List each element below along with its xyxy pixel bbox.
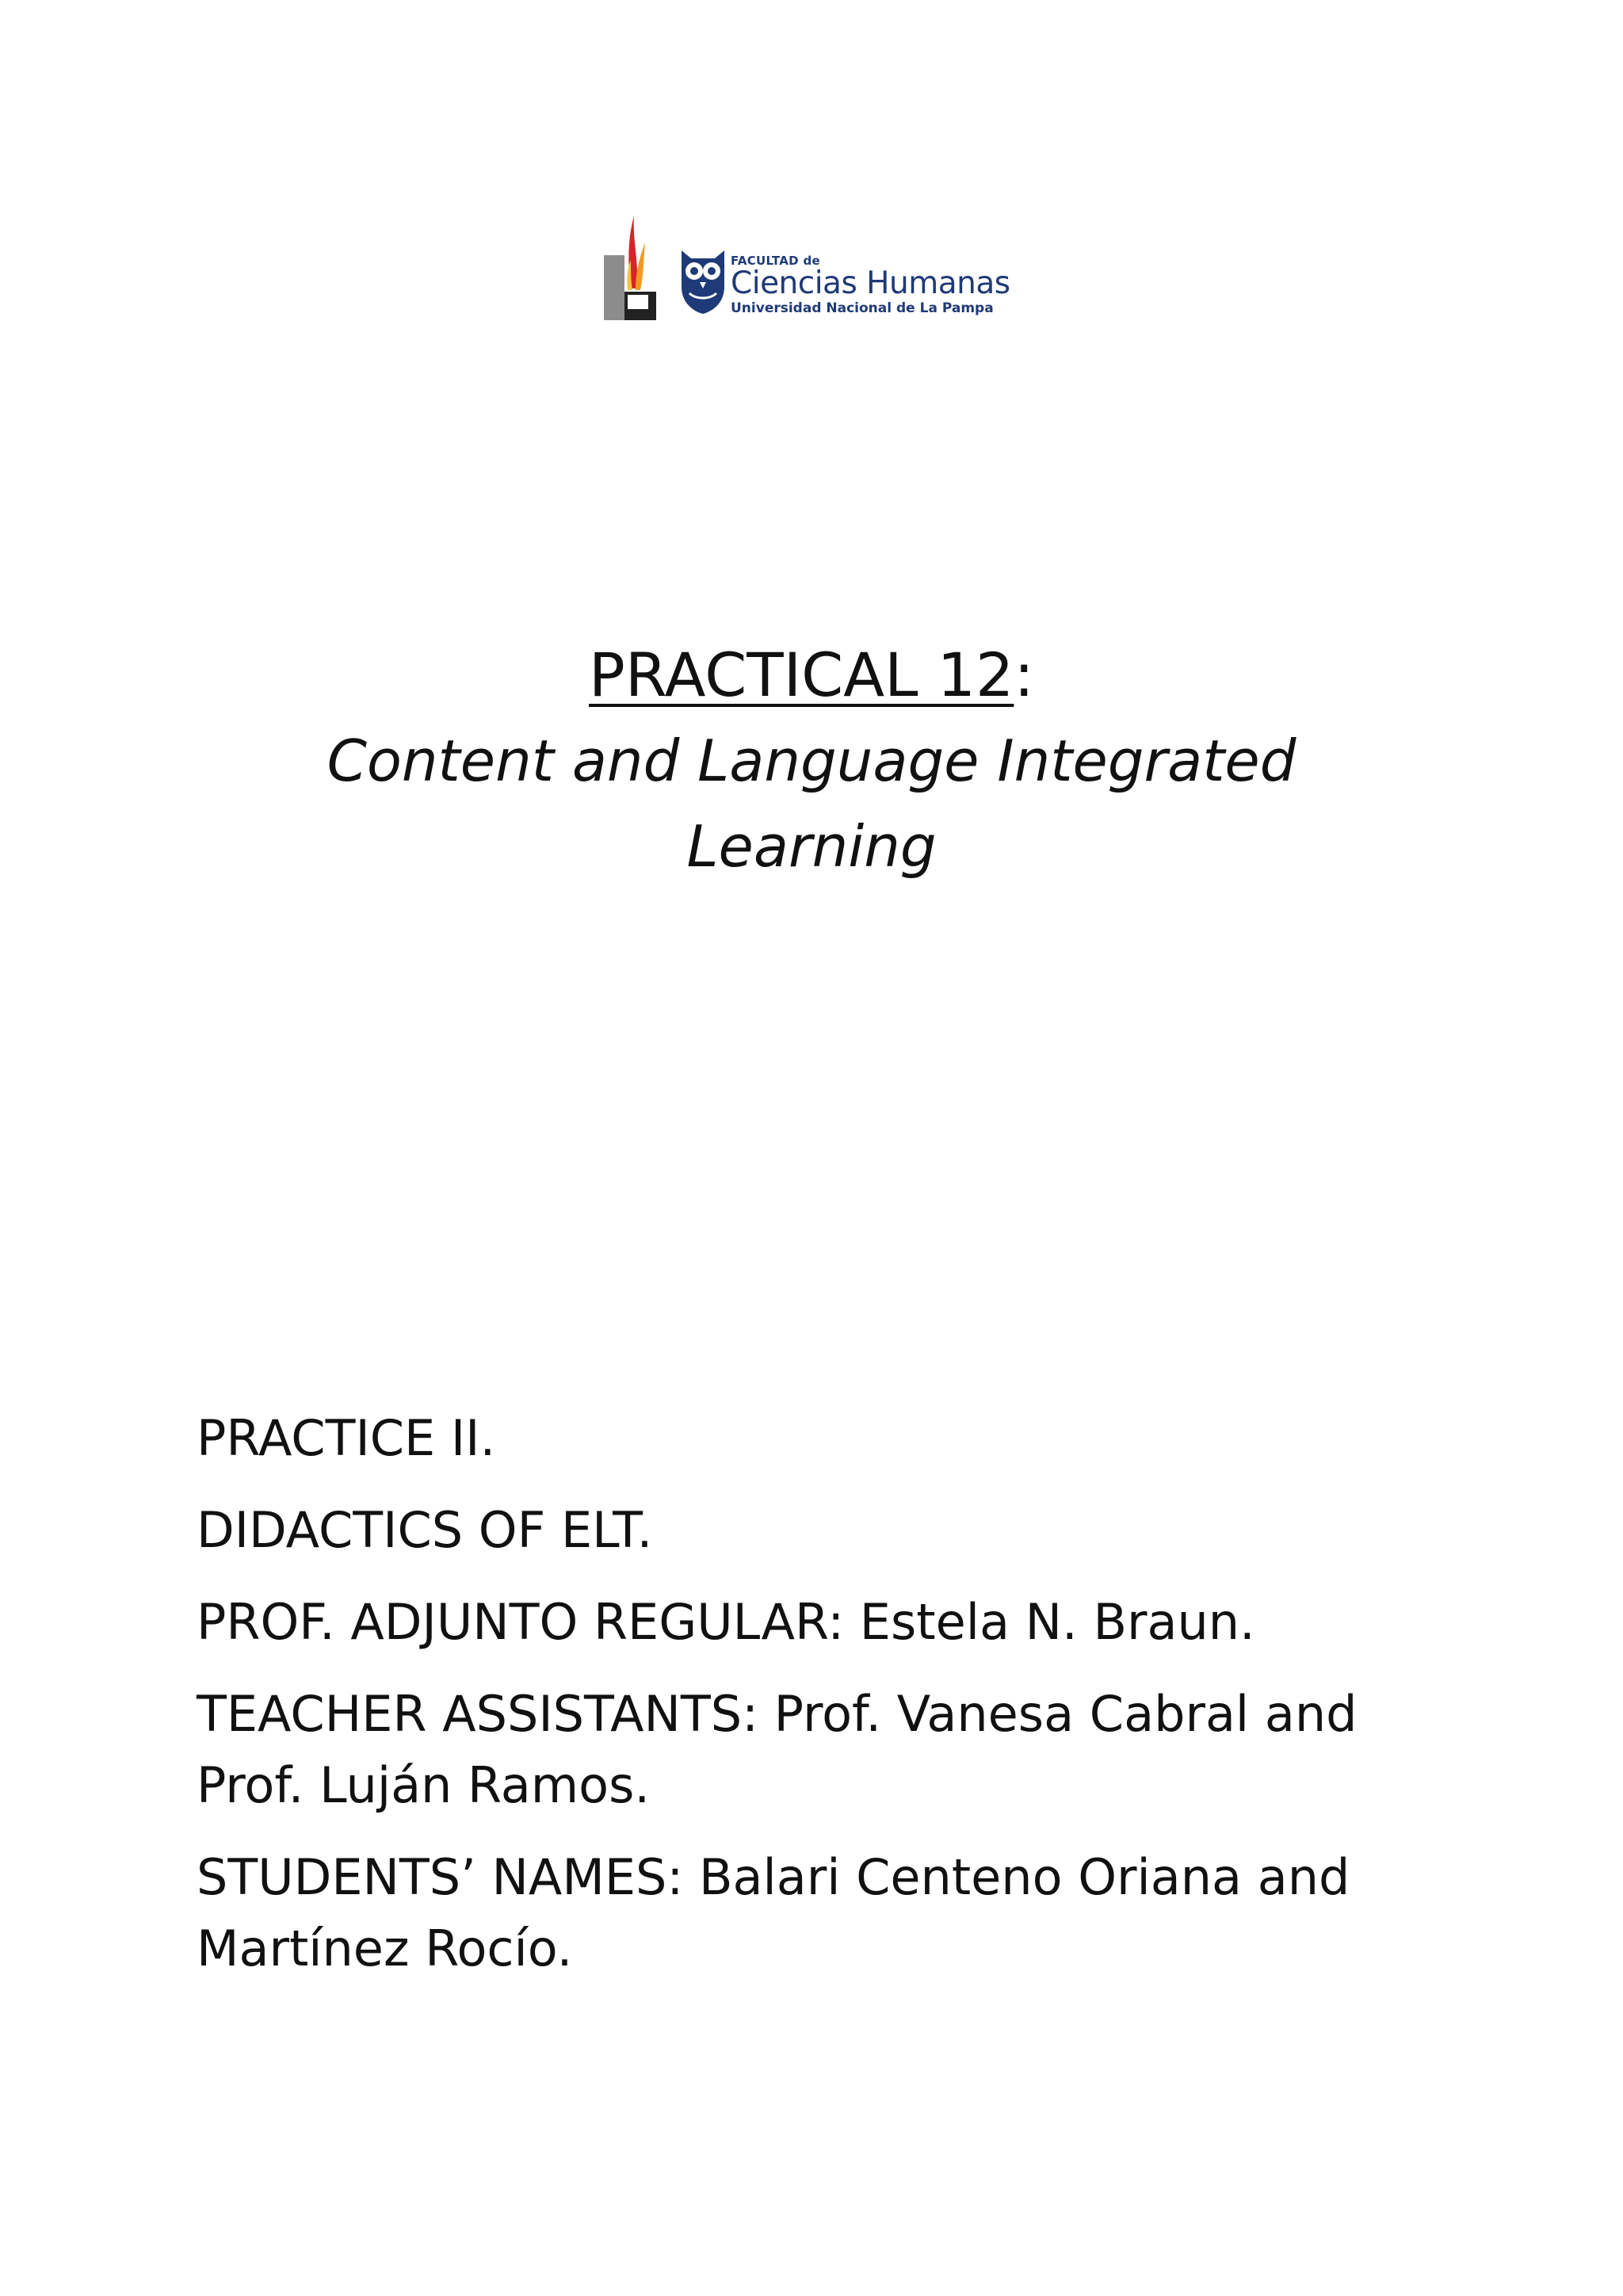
university-name: Universidad Nacional de La Pampa [731,300,994,316]
torch-emblem-icon [604,216,658,320]
owl-icon [678,247,727,314]
heading-colon: : [1014,640,1034,710]
title-block [0,632,1623,889]
faculty-logo [604,216,1010,327]
practical-heading: PRACTICAL 12 [589,640,1014,710]
assistants-line: TEACHER ASSISTANTS: Prof. Vanesa Cabral and Prof. Luján Ramos. [197,1685,1358,1814]
practice-line: PRACTICE II. [197,1409,496,1467]
students-line: STUDENTS’ NAMES: Balari Centeno Oriana and Martínez Rocío. [197,1848,1350,1977]
course-line: DIDACTICS OF ELT. [197,1501,653,1559]
page-subtitle: Content and Language Integrated Learning [327,728,1296,880]
faculty-logo-text [731,254,1010,317]
faculty-prefix: FACULTAD de [731,254,820,268]
page-title [0,632,1623,718]
faculty-name: Ciencias Humanas [731,266,1010,301]
course-info [197,1403,1465,2005]
professor-line: PROF. ADJUNTO REGULAR: Estela N. Braun. [197,1593,1255,1651]
